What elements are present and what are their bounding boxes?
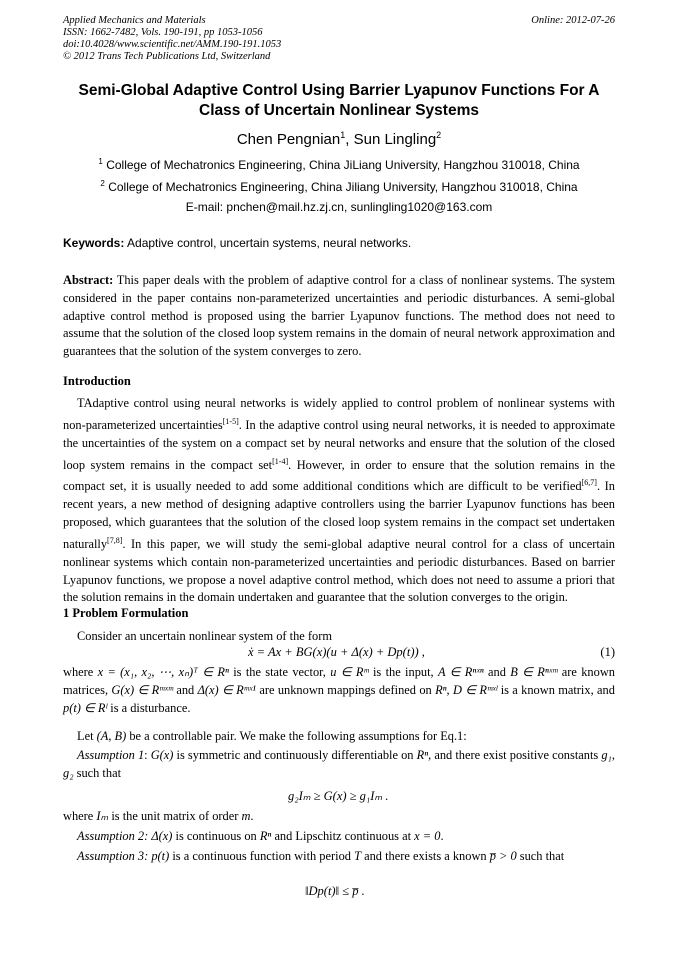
affiliation-1 (40, 157, 638, 172)
text: is a disturbance. (110, 700, 191, 715)
journal-name: Applied Mechanics and Materials (63, 15, 206, 26)
author-2-sup: 2 (436, 130, 442, 140)
text: known matrix, and (521, 682, 615, 697)
citation-2: [1-4] (272, 456, 289, 466)
math-im: Iₘ (96, 809, 109, 823)
text: and Lipschitz continuous at (274, 829, 412, 843)
email-line: E-mail: pnchen@mail.hz.zj.cn, sunlingling1020@163.com (185, 200, 493, 214)
text: and (488, 665, 506, 679)
text: is a continuous function with period (172, 849, 351, 863)
intro-text-2: . In the adaptive control using neural networks, it is needed to approximate the uncertainties of the system on a compact set by neural networks and ensure that the solution of the closed loop system remains in the compact set (63, 417, 615, 472)
text: . (440, 829, 444, 843)
math-rn: Rⁿ (416, 748, 429, 762)
math-p: p(t) ∈ Rˡ (63, 700, 108, 715)
math-u: u ∈ Rᵐ (330, 665, 369, 679)
affiliation-1-text: College of Mechatronics Engineering, China JiLiang University, Hangzhou 310018, China (106, 158, 580, 172)
text: is symmetric and continuously differentiable on (176, 748, 414, 762)
affiliation-2 (40, 179, 638, 194)
section-1-heading: 1 Problem Formulation (63, 606, 189, 620)
math-delta: Δ(x) ∈ Rᵐˣ¹ (197, 682, 257, 697)
assumption-1-label: Assumption 1 (77, 748, 145, 762)
affiliation-2-text: College of Mechatronics Engineering, China Jiliang University, Hangzhou 310018, China (108, 180, 578, 194)
assumption-2 (63, 828, 615, 846)
math-t: T (354, 849, 361, 863)
text: be a controllable pair. We make the following assumptions for Eq.1: (129, 729, 467, 743)
equation-3: ‖Dp(t)‖ ≤ p̅ . (305, 884, 365, 898)
assumption-1 (63, 747, 615, 783)
text: is continuous on (175, 829, 257, 843)
keywords-label: Keywords: (63, 236, 125, 250)
math-m: m (241, 809, 251, 823)
text: is the unit matrix of order (111, 809, 239, 823)
assumption-3-label: Assumption 3: (77, 849, 149, 863)
equation-1-number: (1) (600, 645, 615, 659)
assumption-2-label: Assumption 2: (77, 829, 149, 843)
text: Let (77, 729, 94, 743)
paper-title (40, 81, 638, 121)
intro-text-5: . In this paper, we will study the semi-global adaptive neural control for a class of uncertain nonlinear systems which contain non-parameterized uncertainties and periodic disturbances. Based on barrier Lyapunov functions, we propose a novel adaptive control method, which does not need to assume a priori that the solution remains in the domain undertaken and guarantee that the solution converges to the origin. (63, 537, 615, 605)
author-line (40, 130, 638, 148)
author-1: Chen Pengnian (236, 131, 341, 148)
citation-4: [7,8] (107, 535, 123, 545)
text: is the state vector, (233, 665, 326, 679)
affiliation-1-sup: 1 (98, 157, 103, 166)
math-b: B ∈ Rⁿˣᵐ (510, 665, 558, 679)
author-1-sup: 1 (340, 130, 346, 140)
text: where (63, 665, 94, 679)
doi-line: doi:10.4028/www.scientific.net/AMM.190-191.1053 (63, 39, 282, 50)
intro-text-3: . However, in order to ensure that the solution remains in the compact set, it is usually needed to add some additional conditions which are difficult to be verified (63, 457, 615, 494)
affiliation-2-sup: 2 (100, 179, 105, 188)
math-pbar: p̅ > 0 (489, 849, 517, 863)
system-definitions (63, 664, 615, 717)
text: and (176, 682, 195, 697)
math-p: p(t) (151, 849, 170, 863)
math-a: A ∈ Rⁿˣⁿ (437, 665, 484, 679)
text: constants (552, 748, 599, 762)
text: , (446, 682, 450, 697)
keywords (63, 236, 615, 250)
math-g: G(x) ∈ Rᵐˣᵐ (111, 682, 173, 697)
math-g: G(x) (150, 748, 174, 762)
issn-line: ISSN: 1662-7482, Vols. 190-191, pp 1053-1056 (63, 27, 263, 38)
math-rn: Rⁿ (259, 829, 272, 843)
unit-matrix-line (63, 808, 615, 826)
math-ab: (A, B) (96, 729, 127, 743)
text: is a (500, 682, 518, 697)
text: is the input, (372, 665, 434, 679)
abstract-text: This paper deals with the problem of adaptive control for a class of nonlinear systems. The system considered in the paper contains non-parameterized uncertainties and periodic disturbances. A semi-global adaptive control method is proposed using the barrier Lyapunov functions. The method does not need to assume that the solution of the closed loop system remains in the domain of neural network approximation and guarantees that the solution of the system converges to zero. (63, 273, 616, 359)
copyright-line: © 2012 Trans Tech Publications Ltd, Switzerland (63, 51, 271, 62)
intro-text-4: . In recent years, a new method of designing adaptive controllers using the barrier Lyapunov functions has been proposed, which guarantees that the solution of the closed loop system remains in the compact set undertaken naturally (63, 479, 615, 552)
text: known matrices, (63, 665, 615, 697)
equation-1: ẋ = Ax + BG(x)(u + Δ(x) + Dp(t)) , (248, 645, 425, 659)
text: and there exists a known (364, 849, 487, 863)
abstract (63, 272, 615, 361)
text: where (63, 809, 94, 823)
title-line-1: Semi-Global Adaptive Control Using Barrier Lyapunov Functions For A (78, 82, 600, 99)
keywords-text: Adaptive control, uncertain systems, neural networks. (127, 236, 412, 250)
controllable-pair-line (63, 728, 615, 746)
math-g1: g₁ (601, 748, 612, 762)
math-x: x = (x₁, x₂, ⋯, xₙ)ᵀ ∈ Rⁿ (97, 665, 229, 679)
text: : (144, 748, 148, 762)
citation-1: [1-5] (222, 416, 239, 426)
math-d: D ∈ Rᵐˣˡ (453, 682, 498, 697)
title-line-2: Class of Uncertain Nonlinear Systems (199, 102, 479, 119)
online-date: Online: 2012-07-26 (531, 15, 615, 26)
author-2: Sun Lingling (353, 131, 437, 148)
text: , and there exist positive (428, 748, 549, 762)
abstract-label: Abstract: (63, 273, 114, 287)
text: , (611, 748, 615, 762)
introduction-heading: Introduction (63, 374, 131, 388)
math-x0: x = 0 (414, 829, 441, 843)
section-1-intro: Consider an uncertain nonlinear system of the form (77, 629, 332, 643)
math-g2: g₂ (63, 765, 74, 780)
equation-2: g₂Iₘ ≥ G(x) ≥ g₁Iₘ . (288, 789, 389, 803)
intro-text-1: TAdaptive control using neural networks is widely applied to control problem of nonlinear systems with non-parameterized uncertainties (63, 396, 615, 432)
text: . (250, 809, 254, 823)
text: such (519, 849, 543, 863)
text: are (561, 665, 577, 679)
assumption-3 (63, 848, 615, 866)
math-delta: Δ(x) (151, 829, 173, 843)
journal-header (63, 15, 615, 63)
citation-3: [6,7] (581, 478, 597, 488)
text: such that (76, 765, 122, 780)
author-separator: , (345, 131, 354, 148)
introduction-paragraph (63, 395, 615, 607)
math-rn: Rⁿ (435, 682, 447, 697)
text: that (545, 849, 565, 863)
text: are unknown mappings defined on (259, 682, 432, 697)
